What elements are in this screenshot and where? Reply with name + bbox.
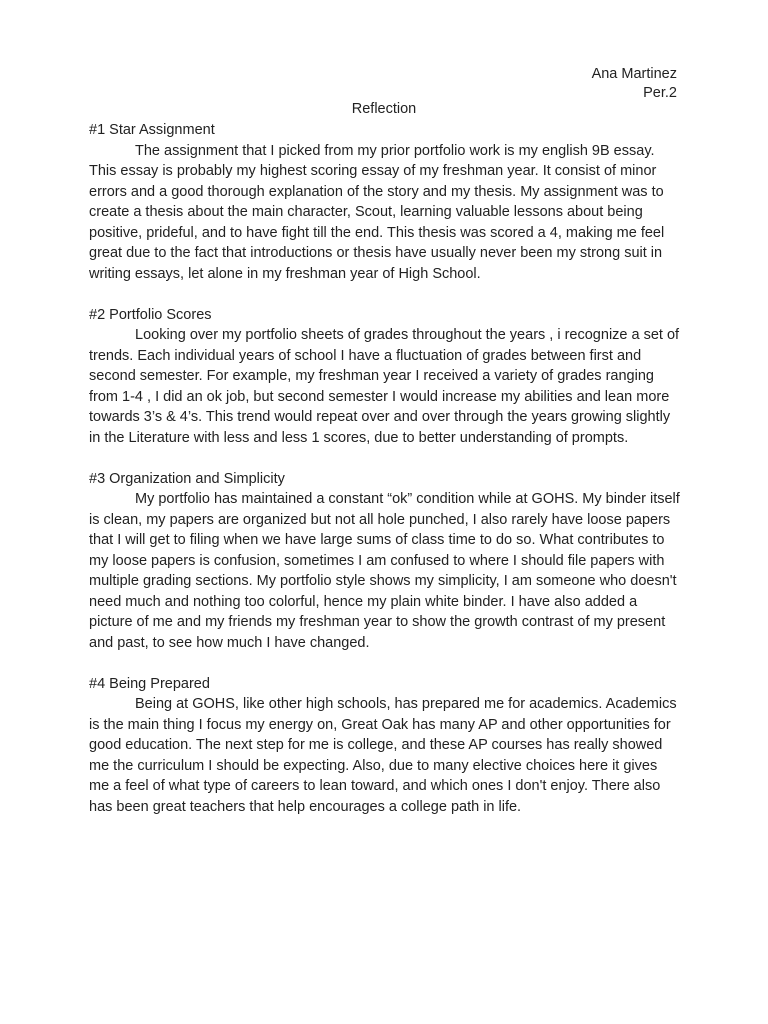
author-name: Ana Martinez: [591, 66, 677, 82]
section-paragraph: The assignment that I picked from my prior portfolio work is my english 9B essay. This essay is probably my highest scoring essay of my freshman year. It consist of minor errors and a good thorough explanation of the story and my thesis. My assignment was to create a thesis about the main character, Scout, learning valuable lessons about being positive, prideful, and to have fight till the end. This thesis was scored a 4, making me feel great due to the fact that introductions or thesis have usually never been my strong suit in writing essays, let alone in my freshman year of High School.: [89, 142, 665, 282]
document-body: [89, 120, 681, 838]
page-title: Reflection: [351, 101, 417, 117]
section-organization-simplicity: [89, 469, 681, 654]
section-heading: #2 Portfolio Scores: [89, 306, 212, 323]
section-heading: #1 Star Assignment: [89, 122, 215, 138]
section-paragraph: Being at GOHS, like other high schools, has prepared me for academics. Academics is the main thing I focus my energy on, Great Oak has many AP and other opportunities for good education. The next step for me is college, and these AP courses has really showed me the curriculum I should be expecting. Also, due to many elective choices here it gives me a feel of what type of careers to lean toward, and which ones I don't enjoy. There also has been great teachers that help encourages a college path in life.: [89, 696, 677, 815]
section-paragraph: Looking over my portfolio sheets of grades throughout the years , i recognize a set of trends. Each individual years of school I have a fluctuation of grades between first and second semester. For example, my freshman year I received a variety of grades ranging from 1-4 , I did an ok job, but second semester I would increase my abilities and lean more towards 3’s & 4’s. This trend would repeat over and over through the years growing slightly in the Literature with less and less 1 scores, due to better understanding of prompts.: [89, 327, 680, 446]
section-being-prepared: [89, 674, 681, 818]
section-portfolio-scores: [89, 305, 681, 449]
section-star-assignment: [89, 120, 681, 284]
section-heading: #4 Being Prepared: [89, 675, 210, 692]
section-heading: #3 Organization and Simplicity: [89, 470, 285, 487]
class-period: Per.2: [643, 85, 677, 101]
section-paragraph: My portfolio has maintained a constant “ok” condition while at GOHS. My binder itself is clean, my papers are organized but not all hole punched, I also rarely have loose papers that I will get to filing when we have large sums of class time to do so. What contributes to my loose papers is confusion, sometimes I am confused to where I should file papers with multiple grading sections. My portfolio style shows my simplicity, I am someone who doesn't need much and nothing too colorful, hence my plain white binder. I have also added a picture of me and my friends my freshman year to show the growth contrast of my present and past, to see how much I have changed.: [89, 491, 680, 651]
